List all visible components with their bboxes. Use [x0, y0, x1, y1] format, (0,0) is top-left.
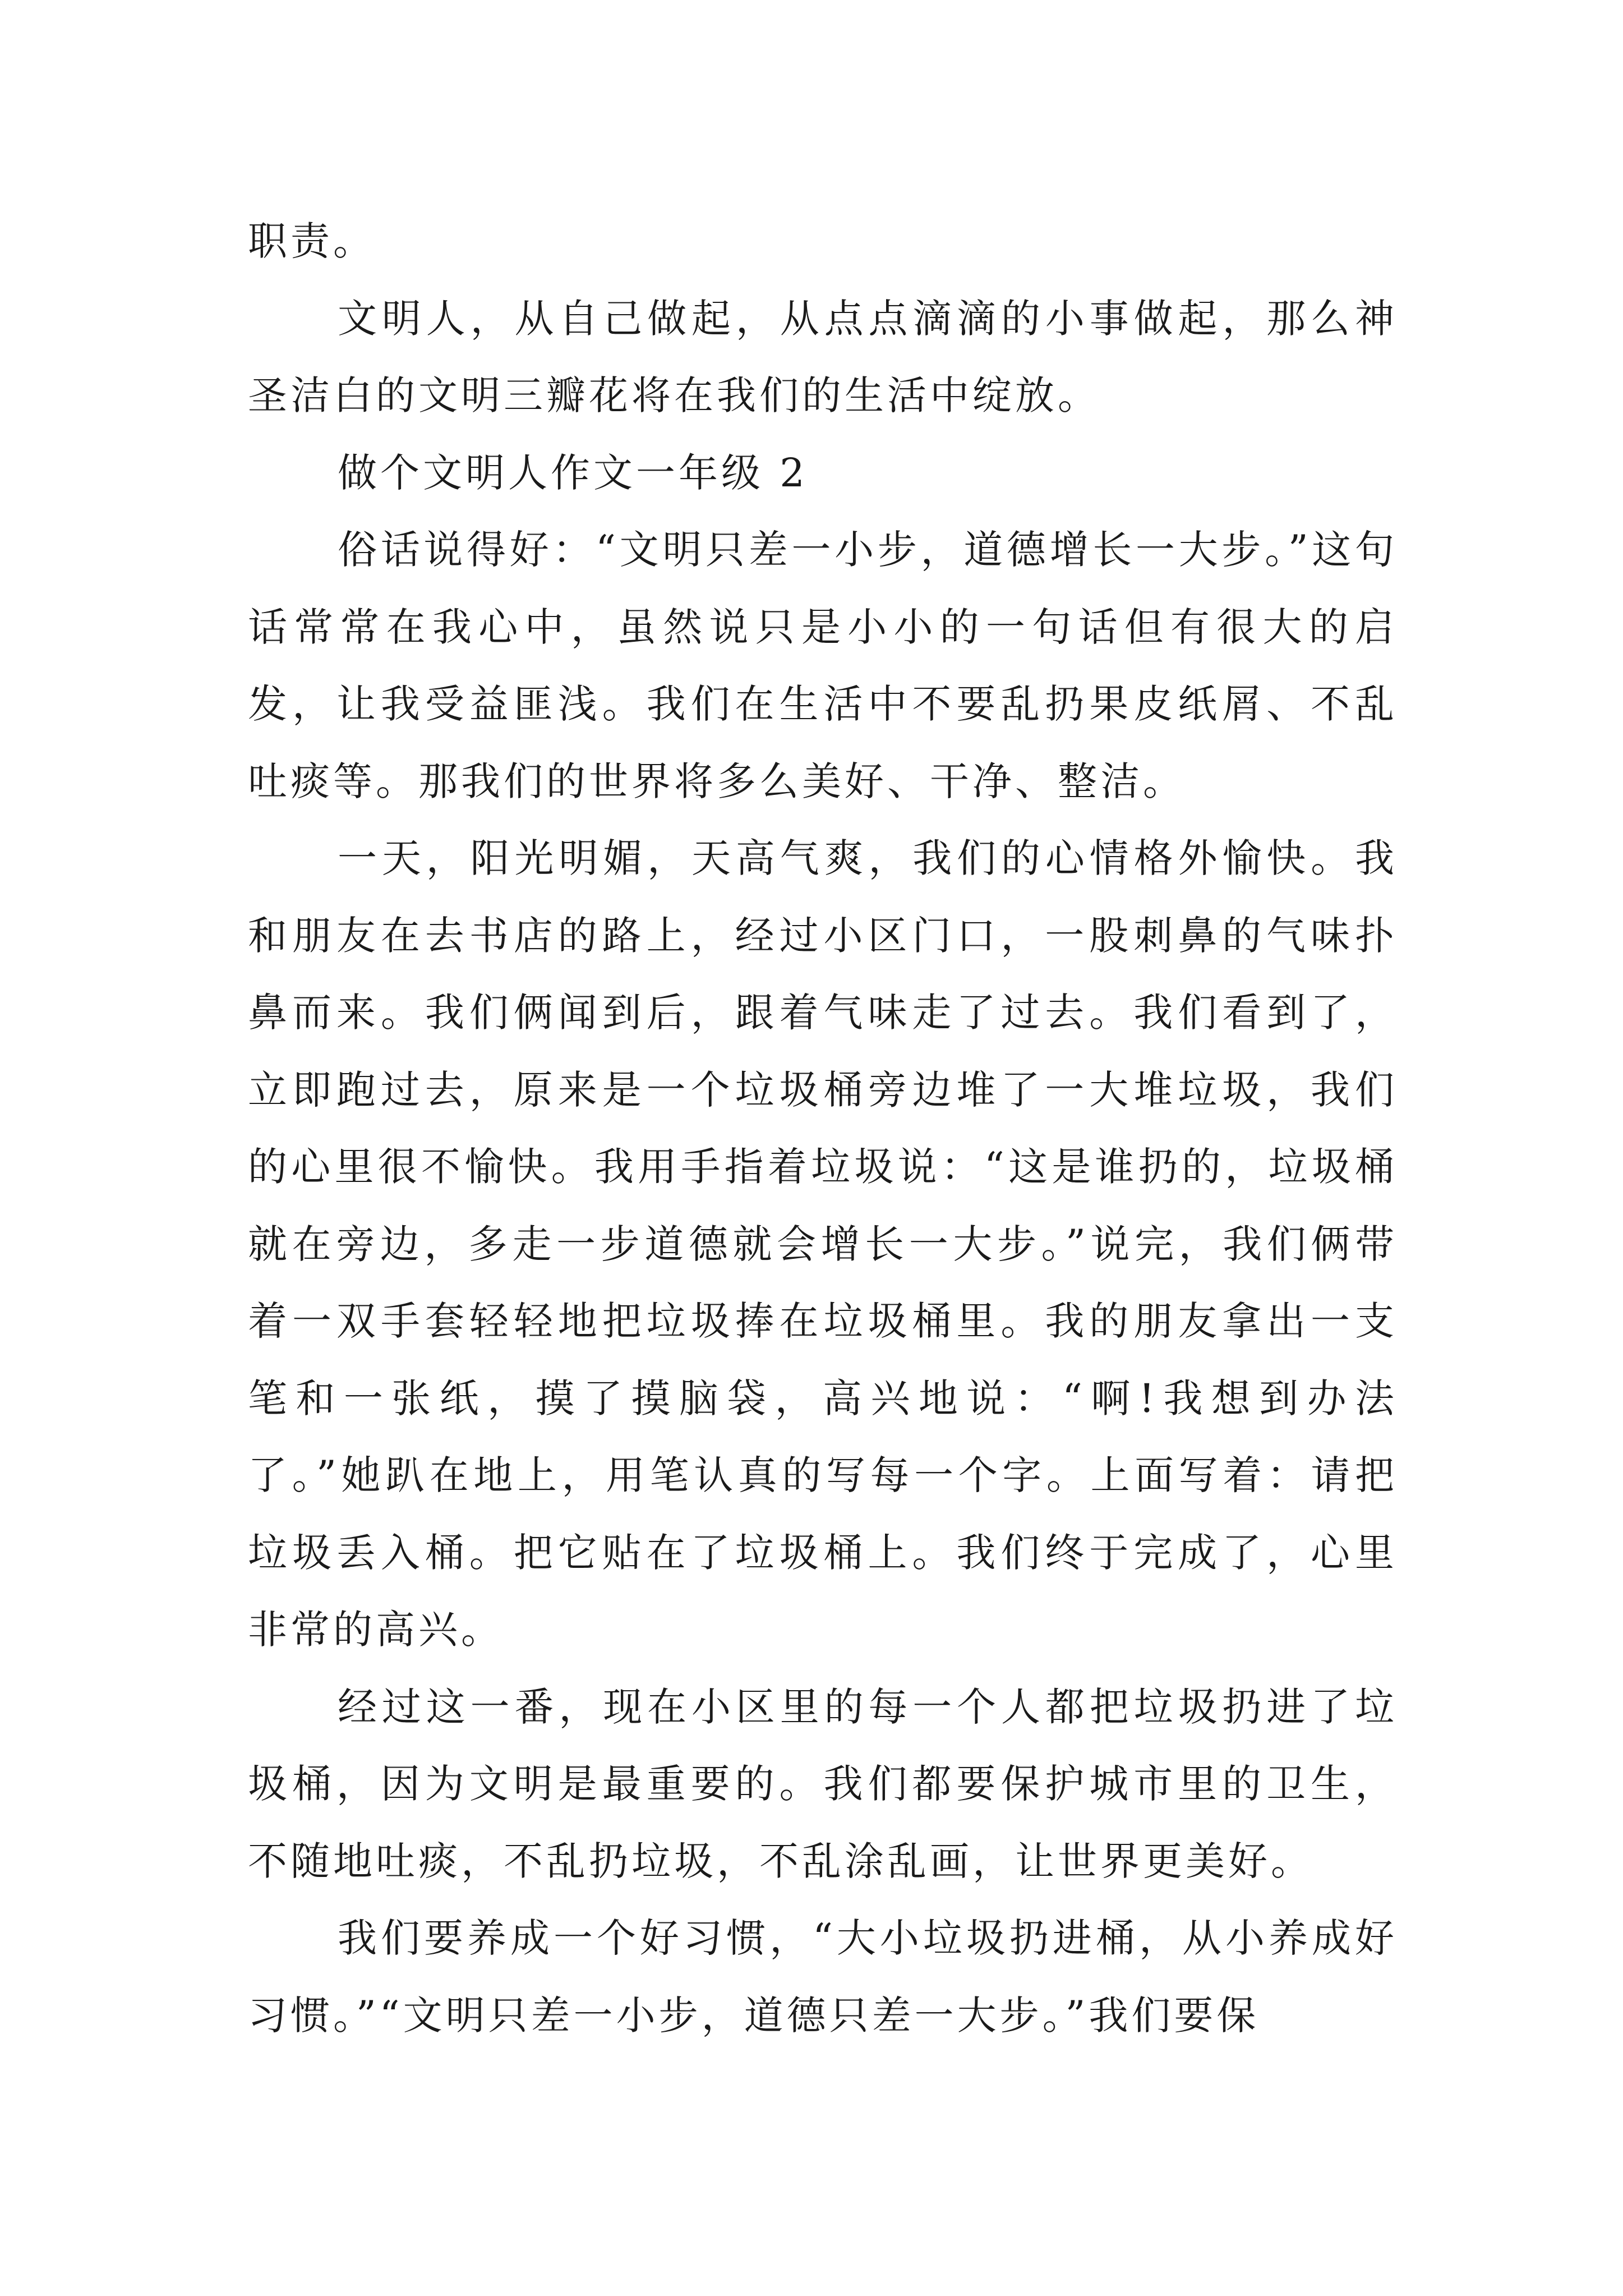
paragraph: 经过这一番，现在小区里的每一个人都把垃圾扔进了垃圾桶，因为文明是最重要的。我们都要保护城市里的卫生，不随地吐痰，不乱扔垃圾，不乱涂乱画，让世界更美好。 — [248, 1683, 1398, 1884]
section-heading: 做个文明人作文一年级 2 — [338, 449, 808, 496]
paragraph: 文明人，从自己做起，从点点滴滴的小事做起，那么神圣洁白的文明三瓣花将在我们的生活中绽放。 — [248, 295, 1398, 418]
paragraph: 俗话说得好：“文明只差一小步，道德增长一大步。”这句话常常在我心中，虽然说只是小小的一句话但有很大的启发，让我受益匪浅。我们在生活中不要乱扔果皮纸屑、不乱吐痰等。那我们的世界将多么美好、干净、整洁。 — [248, 527, 1398, 804]
document-body — [248, 203, 1398, 2054]
paragraph-continuation: 职责。 — [248, 218, 376, 264]
paragraph: 我们要养成一个好习惯，“大小垃圾扔进桶，从小养成好习惯。”“文明只差一小步，道德只差一大步。”我们要保 — [248, 1915, 1398, 2039]
paragraph: 一天，阳光明媚，天高气爽，我们的心情格外愉快。我和朋友在去书店的路上，经过小区门口，一股刺鼻的气味扑鼻而来。我们俩闻到后，跟着气味走了过去。我们看到了，立即跑过去，原来是一个垃圾桶旁边堆了一大堆垃圾，我们的心里很不愉快。我用手指着垃圾说：“这是谁扔的，垃圾桶就在旁边，多走一步道德就会增长一大步。”说完，我们俩带着一双手套轻轻地把垃圾捧在垃圾桶里。我的朋友拿出一支笔和一张纸，摸了摸脑袋，高兴地说：“啊!我想到办法了。”她趴在地上，用笔认真的写每一个字。上面写着：请把垃圾丢入桶。把它贴在了垃圾桶上。我们终于完成了，心里非常的高兴。 — [248, 835, 1398, 1653]
